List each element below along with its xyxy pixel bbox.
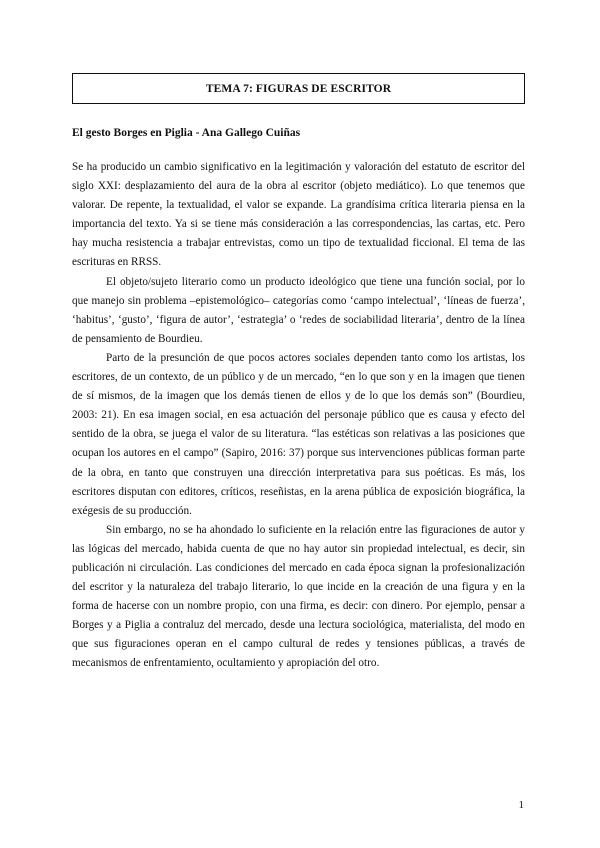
page-title: TEMA 7: FIGURAS DE ESCRITOR	[205, 82, 392, 95]
paragraph-1: Se ha producido un cambio significativo en la legitimación y valoración del estatuto de escritor del siglo XXI: desplazamiento del aura de la obra al escritor (objeto mediático). Lo que tenemos que valorar. De repente, la textualidad, el valor se expande. La grandísima crítica literaria piensa en la importancia del texto. Ya si se tiene más consideración a las correspondencias, las cartas, etc. Pero hay mucha resistencia a trabajar entrevistas, como un tipo de textualidad ficcional. El tema de las escrituras en RRSS.	[72, 161, 525, 269]
body-text	[72, 158, 525, 674]
paragraph-3: Parto de la presunción de que pocos actores sociales dependen tanto como los artistas, los escritores, de un contexto, de un público y de un mercado, “en lo que son y en la imagen que tienen de sí mismos, de la imagen que los demás tienen de ellos y de lo que los demás son” (Bourdieu, 2003: 21). En esa imagen social, en esa actuación del personaje público que es causa y efecto del sentido de la obra, se juega el valor de su literatura. “las estéticas son relativas a las posiciones que ocupan los autores en el campo” (Sapiro, 2016: 37) porque sus intervenciones públicas forman parte de la obra, en tanto que construyen una dirección interpretativa para sus poéticas. Es más, los escritores disputan con editores, críticos, reseñistas, en la arena pública de exposición biográfica, la exégesis de su producción.	[72, 351, 525, 517]
section-subtitle: El gesto Borges en Piglia - Ana Gallego Cuiñas	[72, 127, 301, 139]
page-number: 1	[518, 799, 524, 811]
title-box	[72, 73, 525, 104]
paragraph-4: Sin embargo, no se ha ahondado lo suficiente en la relación entre las figuraciones de autor y las lógicas del mercado, habida cuenta de que no hay autor sin propiedad intelectual, es decir, sin publicación ni circulación. Las condiciones del mercado en cada época signan la profesionalización del escritor y la naturaleza del trabajo literario, lo que incide en la creación de una figura y en la forma de hacerse con un nombre propio, con una firma, es decir: con dinero. Por ejemplo, pensar a Borges y a Piglia a contraluz del mercado, desde una lectura sociológica, materialista, del modo en que sus figuraciones operan en el campo cultural de redes y tensiones públicas, a través de mecanismos de enfrentamiento, ocultamiento y apropiación del otro.	[72, 523, 525, 670]
paragraph-2: El objeto/sujeto literario como un producto ideológico que tiene una función social, por lo que manejo sin problema –epistemológico– categorías como ‘campo intelectual’, ‘líneas de fuerza’, ‘habitus’, ‘gusto’, ‘figura de autor’, ‘estrategia’ o ‘redes de sociabilidad literaria’, dentro de la línea de pensamiento de Bourdieu.	[72, 275, 525, 345]
